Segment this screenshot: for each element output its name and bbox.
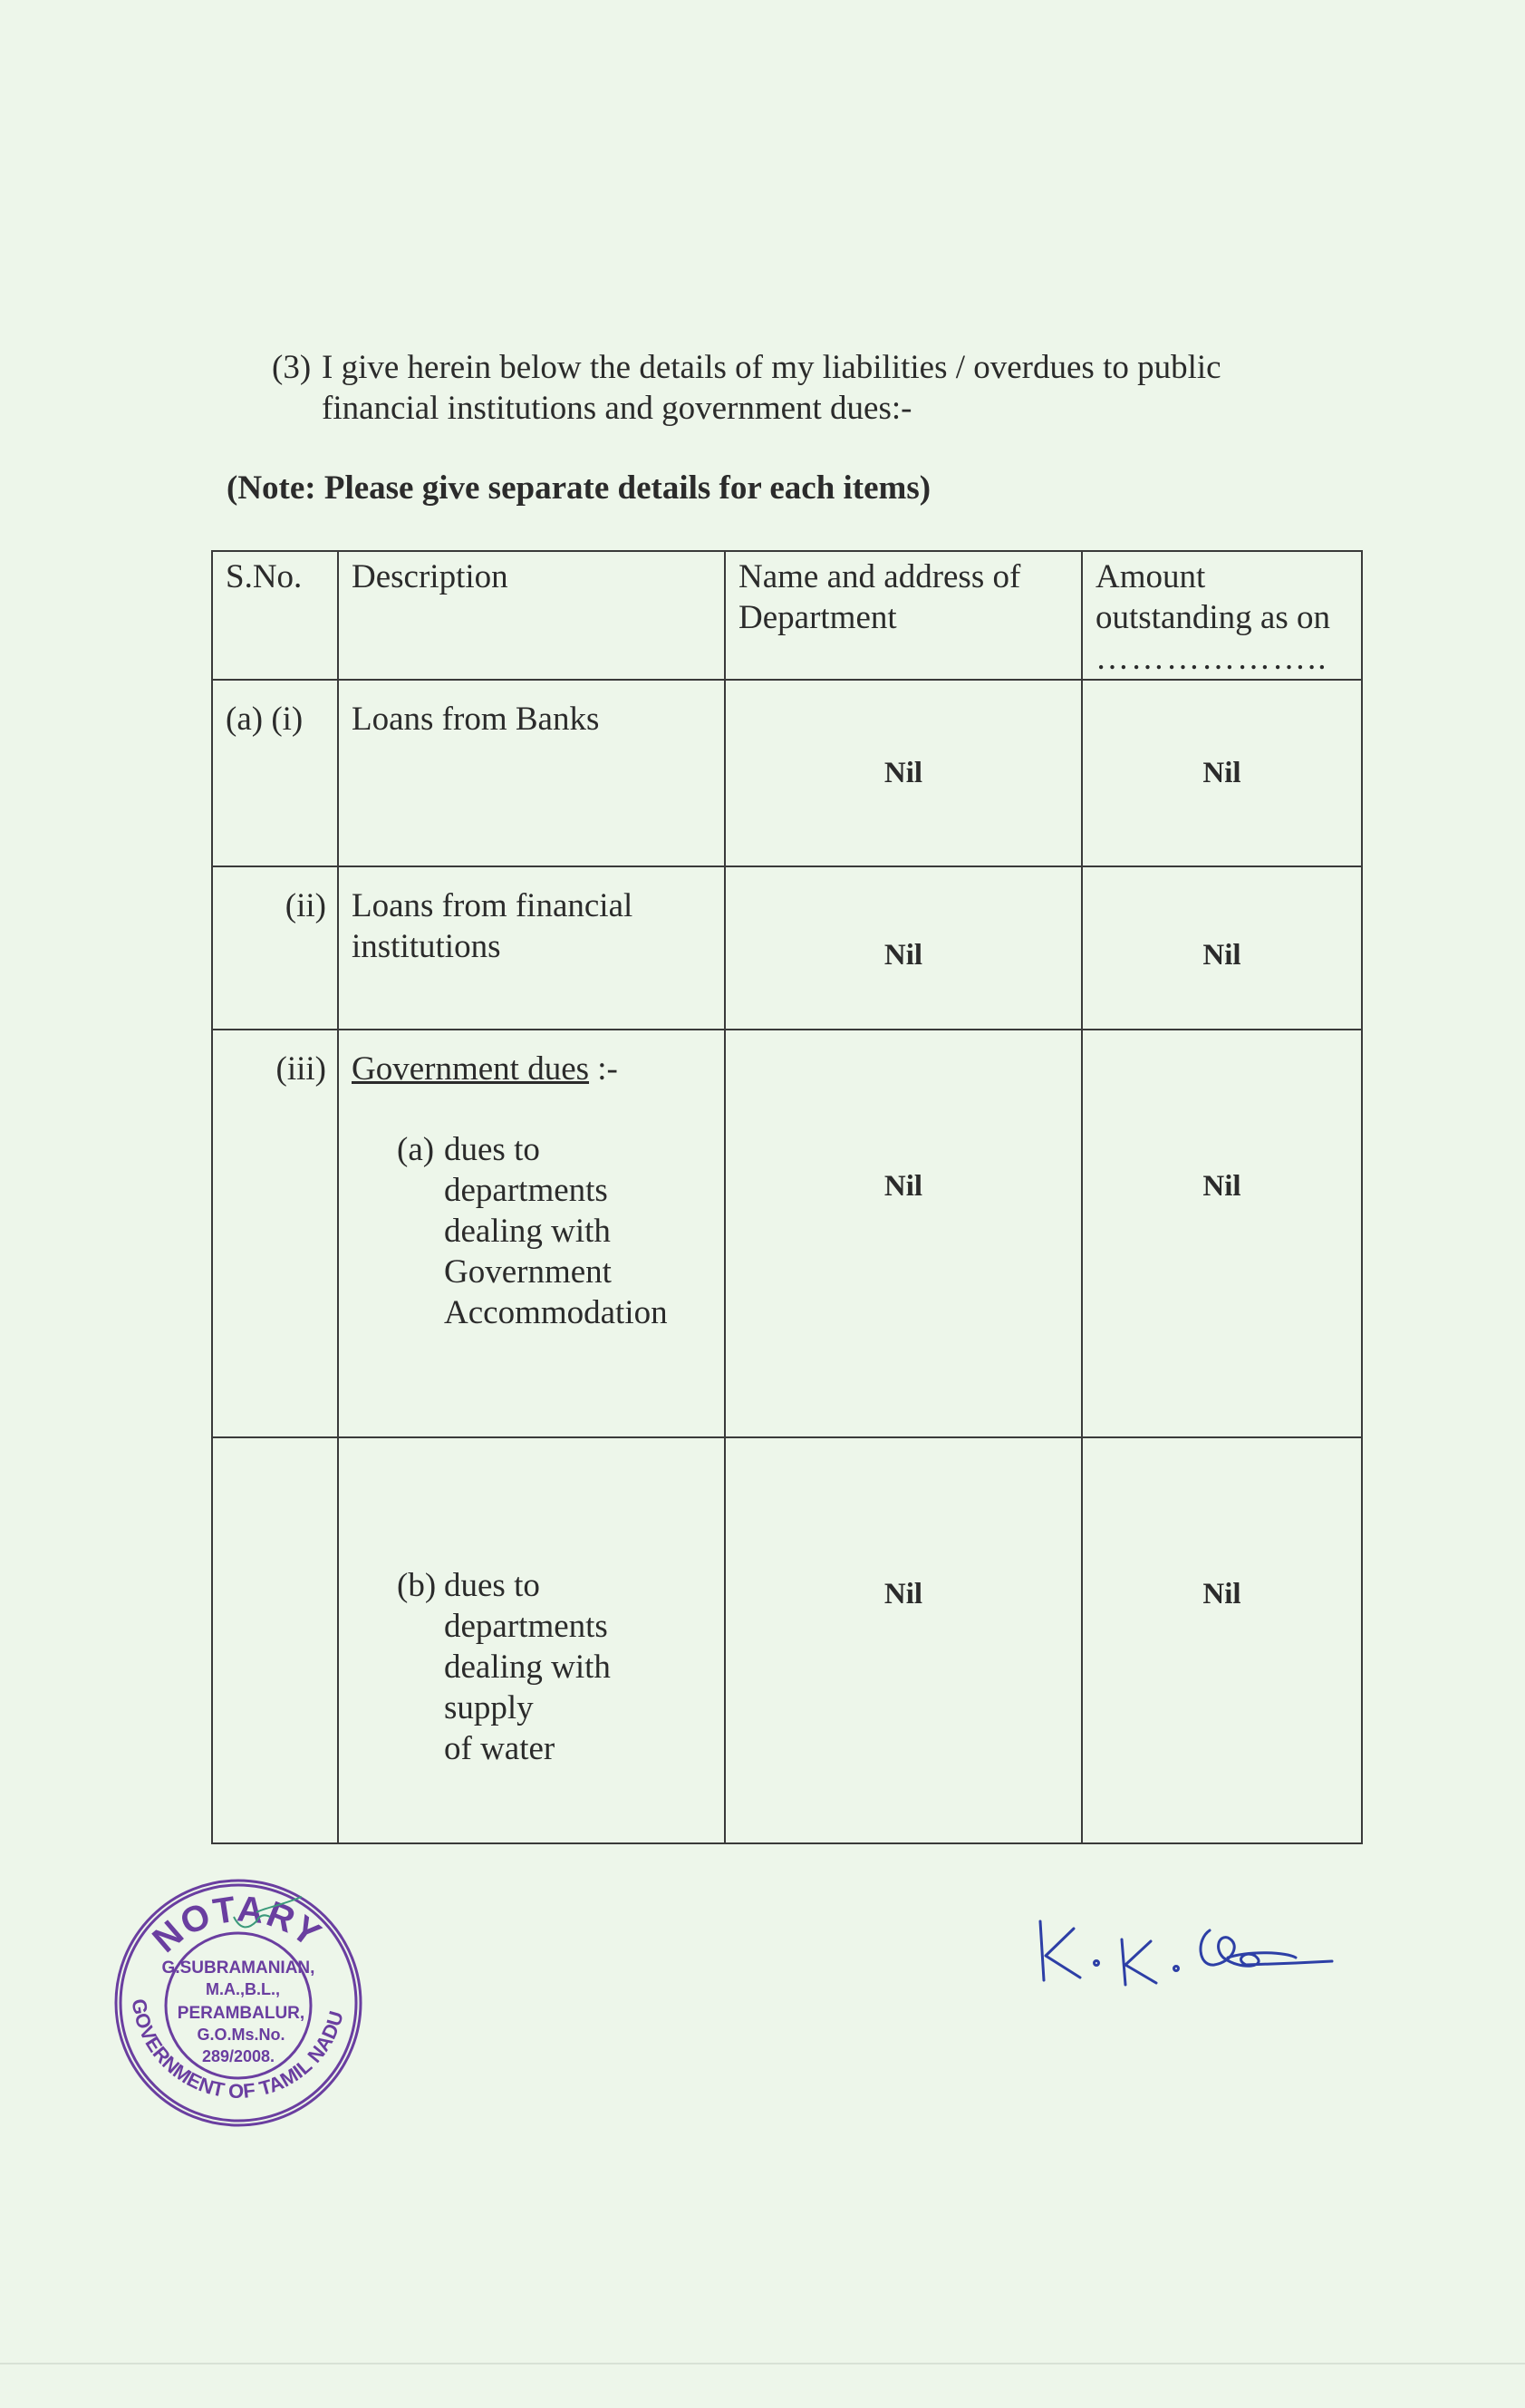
row-amount: Nil [1082, 866, 1362, 1030]
row-description: Loans from financial institutions [338, 866, 725, 1030]
stamp-order-no: 289/2008. [201, 2047, 275, 2065]
row-amount: Nil [1082, 1437, 1362, 1843]
liabilities-paragraph [272, 347, 1314, 429]
table-row [212, 866, 1362, 1030]
row-department: Nil [725, 680, 1082, 866]
row-sno: (a) (i) [212, 680, 338, 866]
page-bottom-edge [0, 2363, 1525, 2364]
stamp-name: G.SUBRAMANIAN, [161, 1958, 315, 1978]
paragraph-number: (3) [272, 349, 312, 386]
row-department: Nil [725, 1030, 1082, 1437]
stamp-place: PERAMBALUR, [177, 2004, 305, 2023]
row-sno: (iii) [212, 1030, 338, 1437]
notary-stamp [107, 1871, 370, 2134]
row-description [338, 1030, 725, 1437]
liabilities-table [211, 550, 1363, 1844]
table-row [212, 680, 1362, 866]
header-amount: Amount outstanding as on ……………….. [1082, 551, 1362, 680]
note-text: (Note: Please give separate details for each items) [227, 469, 931, 507]
row-amount: Nil [1082, 680, 1362, 866]
signature [1024, 1894, 1368, 2003]
table-row [212, 1030, 1362, 1437]
table-row [212, 1437, 1362, 1843]
table-header-row [212, 551, 1362, 680]
paragraph-line-2: financial institutions and government dues:- [322, 390, 912, 427]
row-sno [212, 1437, 338, 1843]
sub-item-b: (b) dues to departments dealing with supply of water [397, 1567, 611, 1767]
stamp-order: G.O.Ms.No. [197, 2026, 285, 2044]
header-amount-dots: ……………….. [1095, 640, 1328, 677]
sub-item-a: (a) dues to departments dealing with Government Accommodation [397, 1131, 668, 1331]
row-sno: (ii) [212, 866, 338, 1030]
row-department: Nil [725, 866, 1082, 1030]
row-description [338, 1437, 725, 1843]
row-department: Nil [725, 1437, 1082, 1843]
header-department: Name and address of Department [725, 551, 1082, 680]
row-amount: Nil [1082, 1030, 1362, 1437]
row-description: Loans from Banks [338, 680, 725, 866]
paragraph-line-1: (3) I give herein below the details of my liabilities / overdues to public [272, 349, 1221, 386]
header-description: Description [338, 551, 725, 680]
stamp-govt: GOVERNMENT OF TAMIL NADU [127, 1997, 348, 2103]
header-sno: S.No. [212, 551, 338, 680]
government-dues-heading: Government dues :- [352, 1050, 618, 1088]
stamp-degree: M.A.,B.L., [206, 1980, 280, 1998]
stamp-title: NOTARY [145, 1889, 330, 1961]
